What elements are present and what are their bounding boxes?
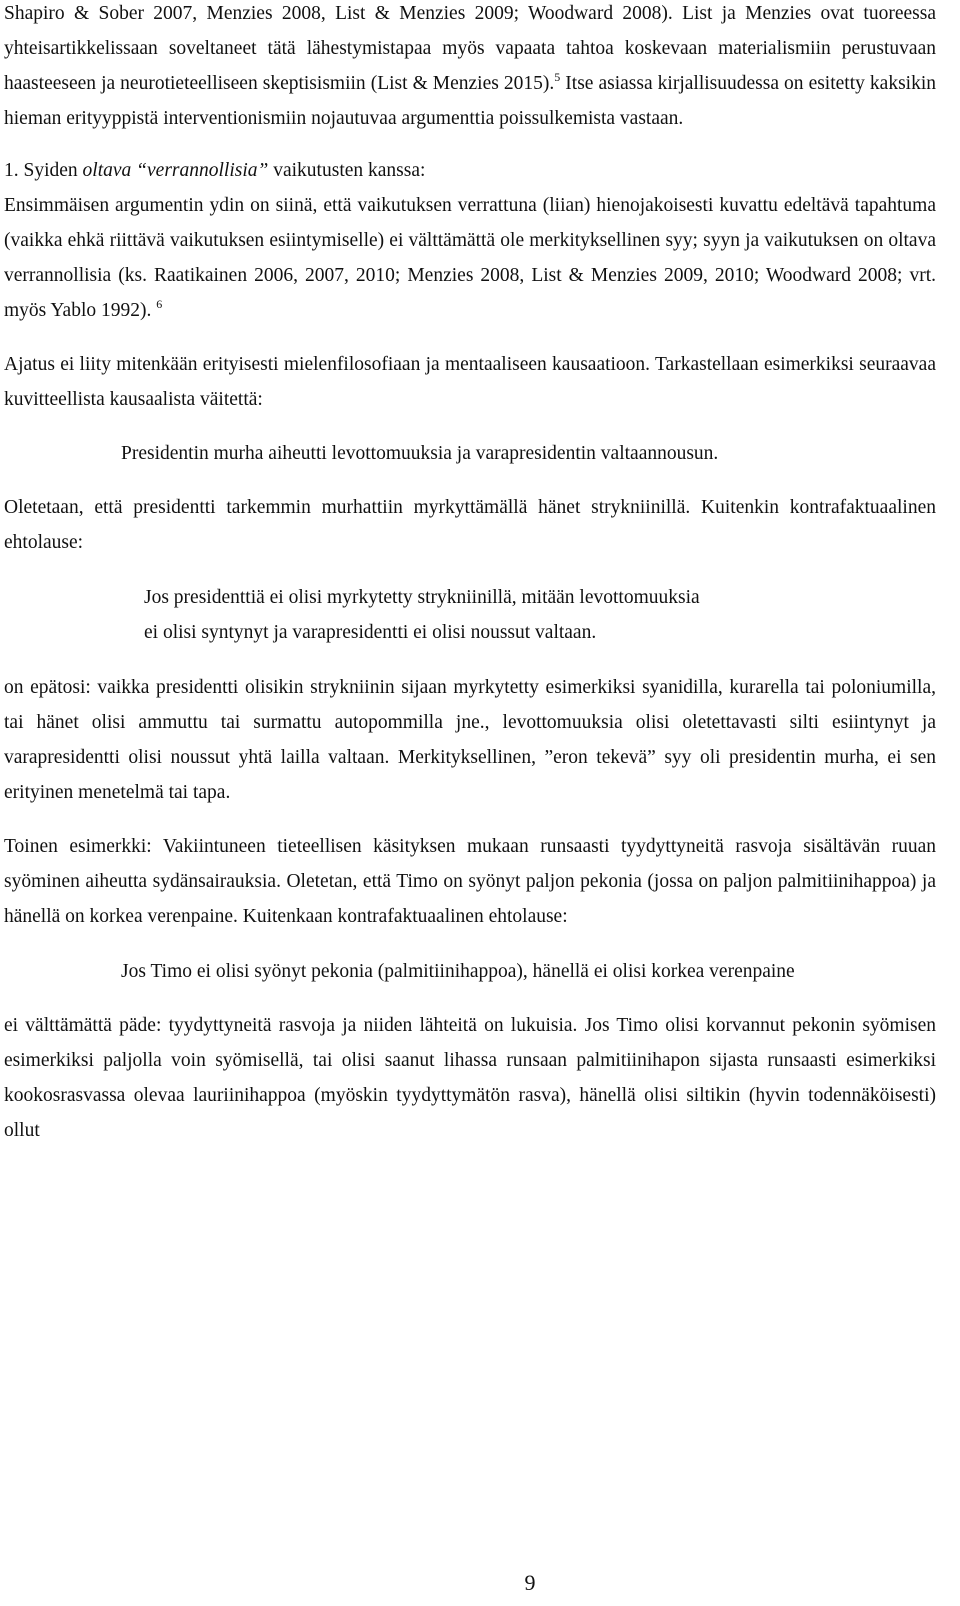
paragraph-intro-text-continued: Itse asiassa kirjallisuudessa on esitetty kaksikin hieman erityyppistä interventionismiin nojautuvaa argumenttia poissulkemista vastaan. bbox=[4, 73, 937, 129]
section-heading-emphasis: oltava “verrannollisia” bbox=[82, 160, 269, 181]
section-heading bbox=[4, 153, 936, 188]
quote-counterfactual-line-1: Jos presidenttiä ei olisi myrkytetty strykniinillä, mitään levottomuuksia bbox=[144, 587, 700, 608]
paragraph-intro-text: Shapiro & Sober 2007, Menzies 2008, List & Menzies 2009; Woodward 2008). List ja Menzies ovat tuoreessa yhteisartikkelissaan soveltaneet tätä lähestymistapaa myös vapaata tahtoa koskevaan materialismiin perustuvaan haasteeseen ja neurotieteelliseen skeptisismiin (List & Menzies 2015). bbox=[4, 3, 936, 94]
section-heading-suffix: vaikutusten kanssa: bbox=[273, 160, 426, 181]
document-page bbox=[4, 0, 936, 1148]
quote-claim: Presidentin murha aiheutti levottomuuksia ja varapresidentin valtaannousun. bbox=[121, 443, 719, 464]
paragraph-argument bbox=[4, 188, 936, 328]
paragraph-assumption: Oletetaan, että presidentti tarkemmin murhattiin myrkyttämällä hänet strykniinillä. Kuitenkin kontrafaktuaalinen ehtolause: bbox=[4, 497, 936, 553]
paragraph-intro bbox=[4, 0, 936, 136]
paragraph-conclusion: ei välttämättä päde: tyydyttyneitä rasvoja ja niiden lähteitä on lukuisia. Jos Timo olisi korvannut pekonin syömisen esimerkiksi paljolla voin syömisellä, tai olisi saanut lihassa runsaan palmitiinihapon sijasta runsaasti esimerkiksi kookosrasvassa olevaa lauriinihappoa (myöskin tyydyttymätön rasva), hänellä olisi siltikin (hyvin todennäköisesti) ollut bbox=[4, 1015, 936, 1141]
footnote-ref-5[interactable]: 5 bbox=[554, 69, 561, 84]
paragraph-argument-text: Ensimmäisen argumentin ydin on siinä, että vaikutuksen verrattuna (liian) hienojakoisesti kuvattu edeltävä tapahtuma (vaikka ehkä riittävä vaikutuksen esiintymiselle) ei välttämättä ole merkityksellinen syy; syyn ja vaikutuksen on oltava verrannollisia (ks. Raatikainen 2006, 2007, 2010; Menzies 2008, List & Menzies 2009, 2010; Woodward 2008; vrt. myös Yablo 1992). bbox=[4, 195, 936, 321]
paragraph-analysis: on epätosi: vaikka presidentti olisikin strykniinin sijaan myrkytetty esimerkiksi syanidilla, kurarella tai poloniumilla, tai hänet olisi ammuttu tai surmattu autopommilla jne., levottomuuksia olisi oletettavasti silti esiintynyt ja varapresidentti olisi noussut yhtä lailla valtaan. Merkityksellinen, ”eron tekevä” syy oli presidentin murha, ei sen erityinen menetelmä tai tapa. bbox=[4, 677, 936, 803]
quote-counterfactual-timo: Jos Timo ei olisi syönyt pekonia (palmitiinihappoa), hänellä ei olisi korkea verenpaine bbox=[121, 961, 795, 982]
paragraph-example-intro: Ajatus ei liity mitenkään erityisesti mielenfilosofiaan ja mentaaliseen kausaatioon. Tarkastellaan esimerkiksi seuraavaa kuvitteellista kausaalista väitettä: bbox=[4, 354, 936, 410]
paragraph-second-example: Toinen esimerkki: Vakiintuneen tieteellisen käsityksen mukaan runsaasti tyydyttyneitä rasvoja sisältävän ruuan syöminen aiheutta sydänsairauksia. Oletetan, että Timo on syönyt paljon pekonia (jossa on paljon palmitiinihappoa) ja hänellä on korkea verenpaine. Kuitenkaan kontrafaktuaalinen ehtolause: bbox=[4, 836, 936, 927]
section-heading-prefix: 1. Syiden bbox=[4, 160, 78, 181]
quote-counterfactual-line-2: ei olisi syntynyt ja varapresidentti ei olisi noussut valtaan. bbox=[144, 622, 597, 643]
page-number: 9 bbox=[524, 1570, 536, 1595]
quote-counterfactual bbox=[4, 580, 936, 650]
footnote-ref-6[interactable]: 6 bbox=[156, 296, 163, 311]
